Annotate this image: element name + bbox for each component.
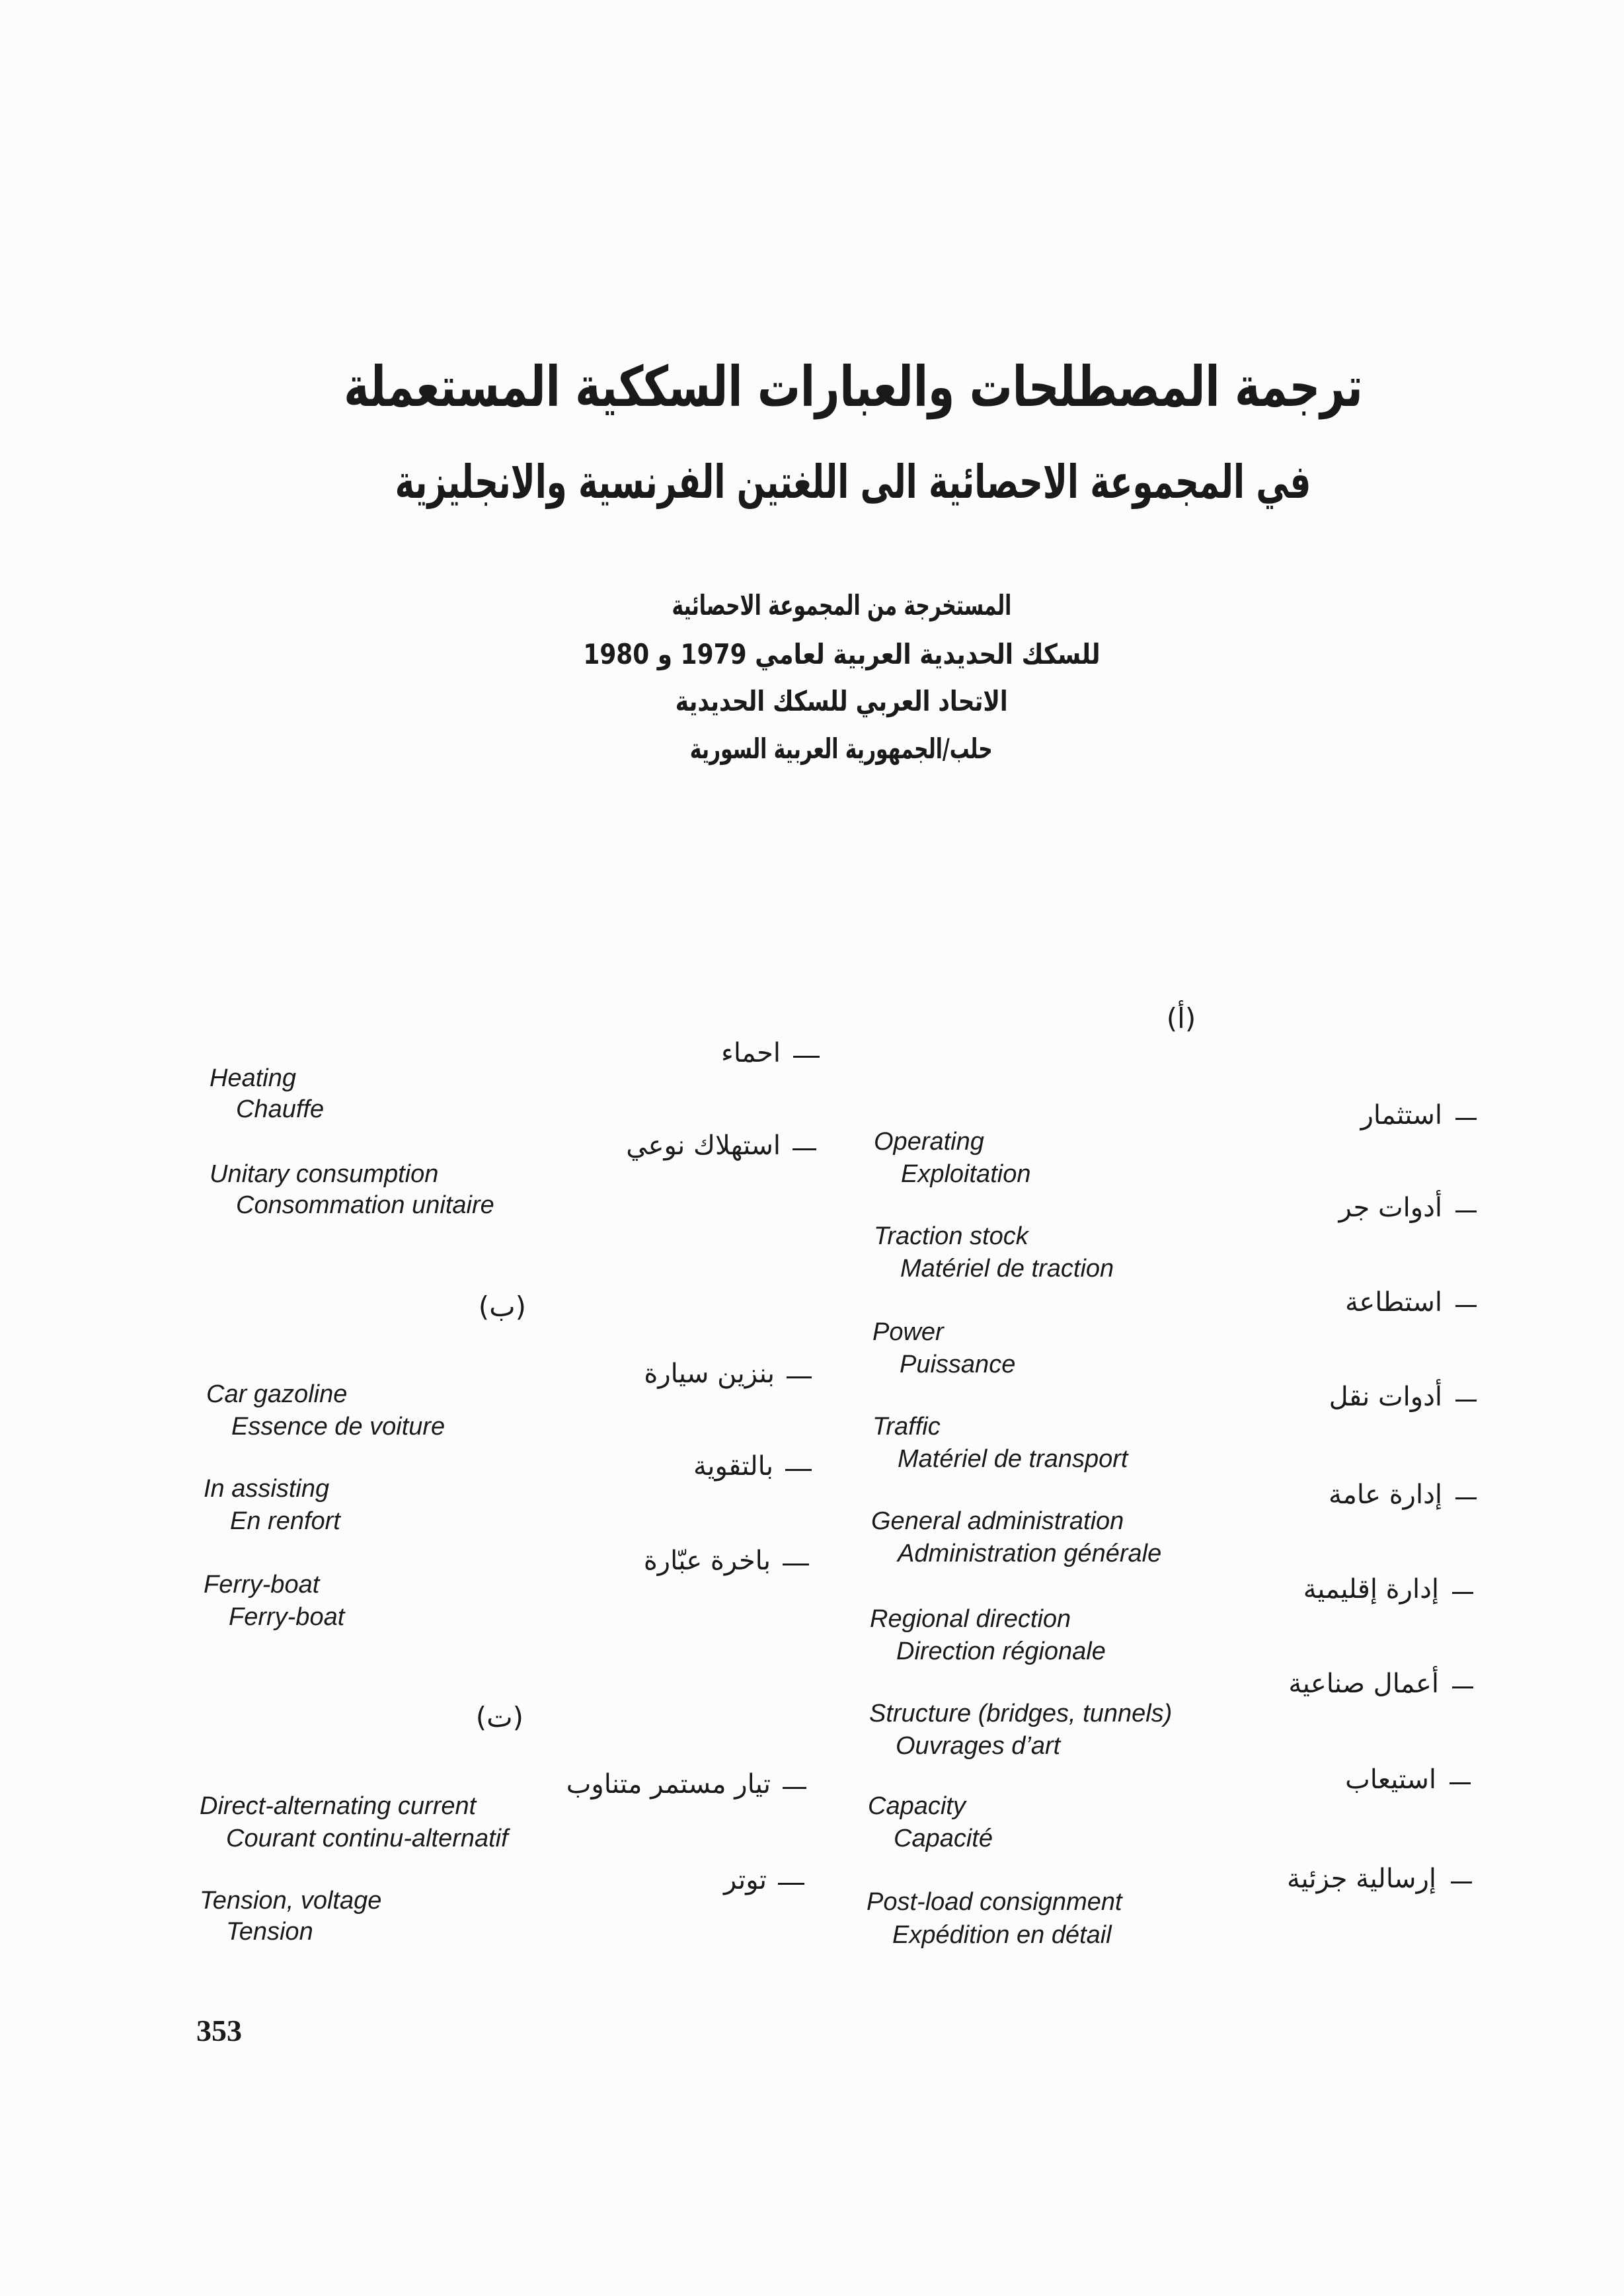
english-term: Car gazoline [206,1380,348,1408]
section-header-alif: (أ) [1166,1002,1196,1035]
french-term: Administration générale [898,1540,1162,1567]
arabic-term: بنزين سيارة [644,1359,775,1389]
section-header-ta: (ت) [475,1701,523,1733]
title-row-2 [192,446,1514,518]
arabic-term: أدوات نقل [1329,1382,1442,1412]
french-term: Ferry-boat [229,1603,345,1631]
term-dash [783,1787,806,1789]
french-term: En renfort [230,1507,340,1535]
english-term: Operating [874,1128,984,1156]
english-term: Traction stock [874,1222,1028,1250]
french-term: Puissance [900,1351,1016,1378]
french-term: Courant continu-alternatif [226,1825,508,1852]
french-term: Tension [226,1918,313,1946]
term-dash [1450,1782,1471,1784]
arabic-term: استطاعة [1344,1287,1442,1318]
english-term: Power [872,1318,944,1346]
arabic-term: أدوات جر [1338,1193,1442,1223]
title-row-1 [192,344,1514,430]
english-term: Direct-alternating current [200,1792,477,1820]
english-term: Post-load consignment [867,1888,1122,1916]
arabic-term: بالتقوية [693,1451,773,1482]
french-term: Capacité [894,1825,993,1852]
document-title-line-1: ترجمة المصطلحات والعبارات السككية المستعملة [344,354,1363,419]
arabic-term: احماء [721,1038,781,1068]
english-term: Traffic [872,1413,941,1441]
section-header-ba: (ب) [478,1290,526,1323]
arabic-term: أعمال صناعية [1288,1669,1439,1699]
term-dash [778,1883,804,1885]
english-term: Tension, voltage [200,1887,382,1915]
english-term: Unitary consumption [210,1160,439,1188]
term-dash [1451,1881,1472,1883]
english-term: Structure (bridges, tunnels) [869,1700,1173,1727]
english-term: Heating [210,1064,296,1092]
arabic-term: توتر [724,1865,767,1895]
term-dash [1455,1400,1477,1402]
french-term: Expédition en détail [892,1921,1112,1949]
french-term: Consommation unitaire [236,1191,494,1219]
french-term: Chauffe [236,1095,325,1123]
term-dash [787,1376,812,1378]
english-term: General administration [871,1507,1124,1535]
source-line-3: الاتحاد العربي للسكك الحديدية [675,685,1008,717]
french-term: Direction régionale [896,1638,1106,1665]
arabic-term: تيار مستمر متناوب [566,1769,771,1800]
term-dash [785,1469,812,1471]
french-term: Matériel de traction [900,1255,1114,1283]
source-row-3 [180,681,1502,722]
english-term: In assisting [204,1475,330,1503]
source-line-1: المستخرجة من المجموعة الاحصائية [672,589,1011,621]
arabic-term: استهلاك نوعي [626,1130,781,1161]
term-dash [1455,1210,1477,1212]
term-dash [783,1564,809,1565]
page-number: 353 [196,2014,242,2047]
french-term: Essence de voiture [231,1413,445,1441]
source-row-4 [180,729,1502,770]
arabic-term: استثمار [1360,1100,1442,1130]
term-dash [793,1056,820,1058]
arabic-term: باخرة عبّارة [643,1546,771,1576]
document-title-line-2: في المجموعة الاحصائية الى اللغتين الفرنسية والانجليزية [395,455,1311,509]
french-term: Matériel de transport [898,1445,1128,1473]
arabic-term: إدارة عامة [1329,1480,1442,1510]
source-row-2 [180,634,1502,675]
source-row-1 [180,585,1502,626]
term-dash [1455,1118,1477,1120]
source-line-2: للسكك الحديدية العربية لعامي 1979 و 1980 [582,638,1101,670]
term-dash [1455,1497,1477,1499]
french-term: Ouvrages d’art [896,1732,1061,1760]
english-term: Capacity [868,1792,966,1820]
arabic-term: إدارة إقليمية [1303,1574,1439,1604]
arabic-term: إرسالية جزئية [1287,1864,1436,1894]
term-dash [1452,1592,1473,1594]
english-term: Ferry-boat [204,1571,320,1599]
term-dash [1452,1686,1473,1688]
english-term: Regional direction [870,1605,1071,1633]
source-line-4: حلب/الجمهورية العربية السورية [690,732,993,765]
french-term: Exploitation [901,1160,1031,1188]
term-dash [793,1148,816,1150]
arabic-term: استيعاب [1345,1764,1436,1795]
term-dash [1455,1305,1477,1307]
